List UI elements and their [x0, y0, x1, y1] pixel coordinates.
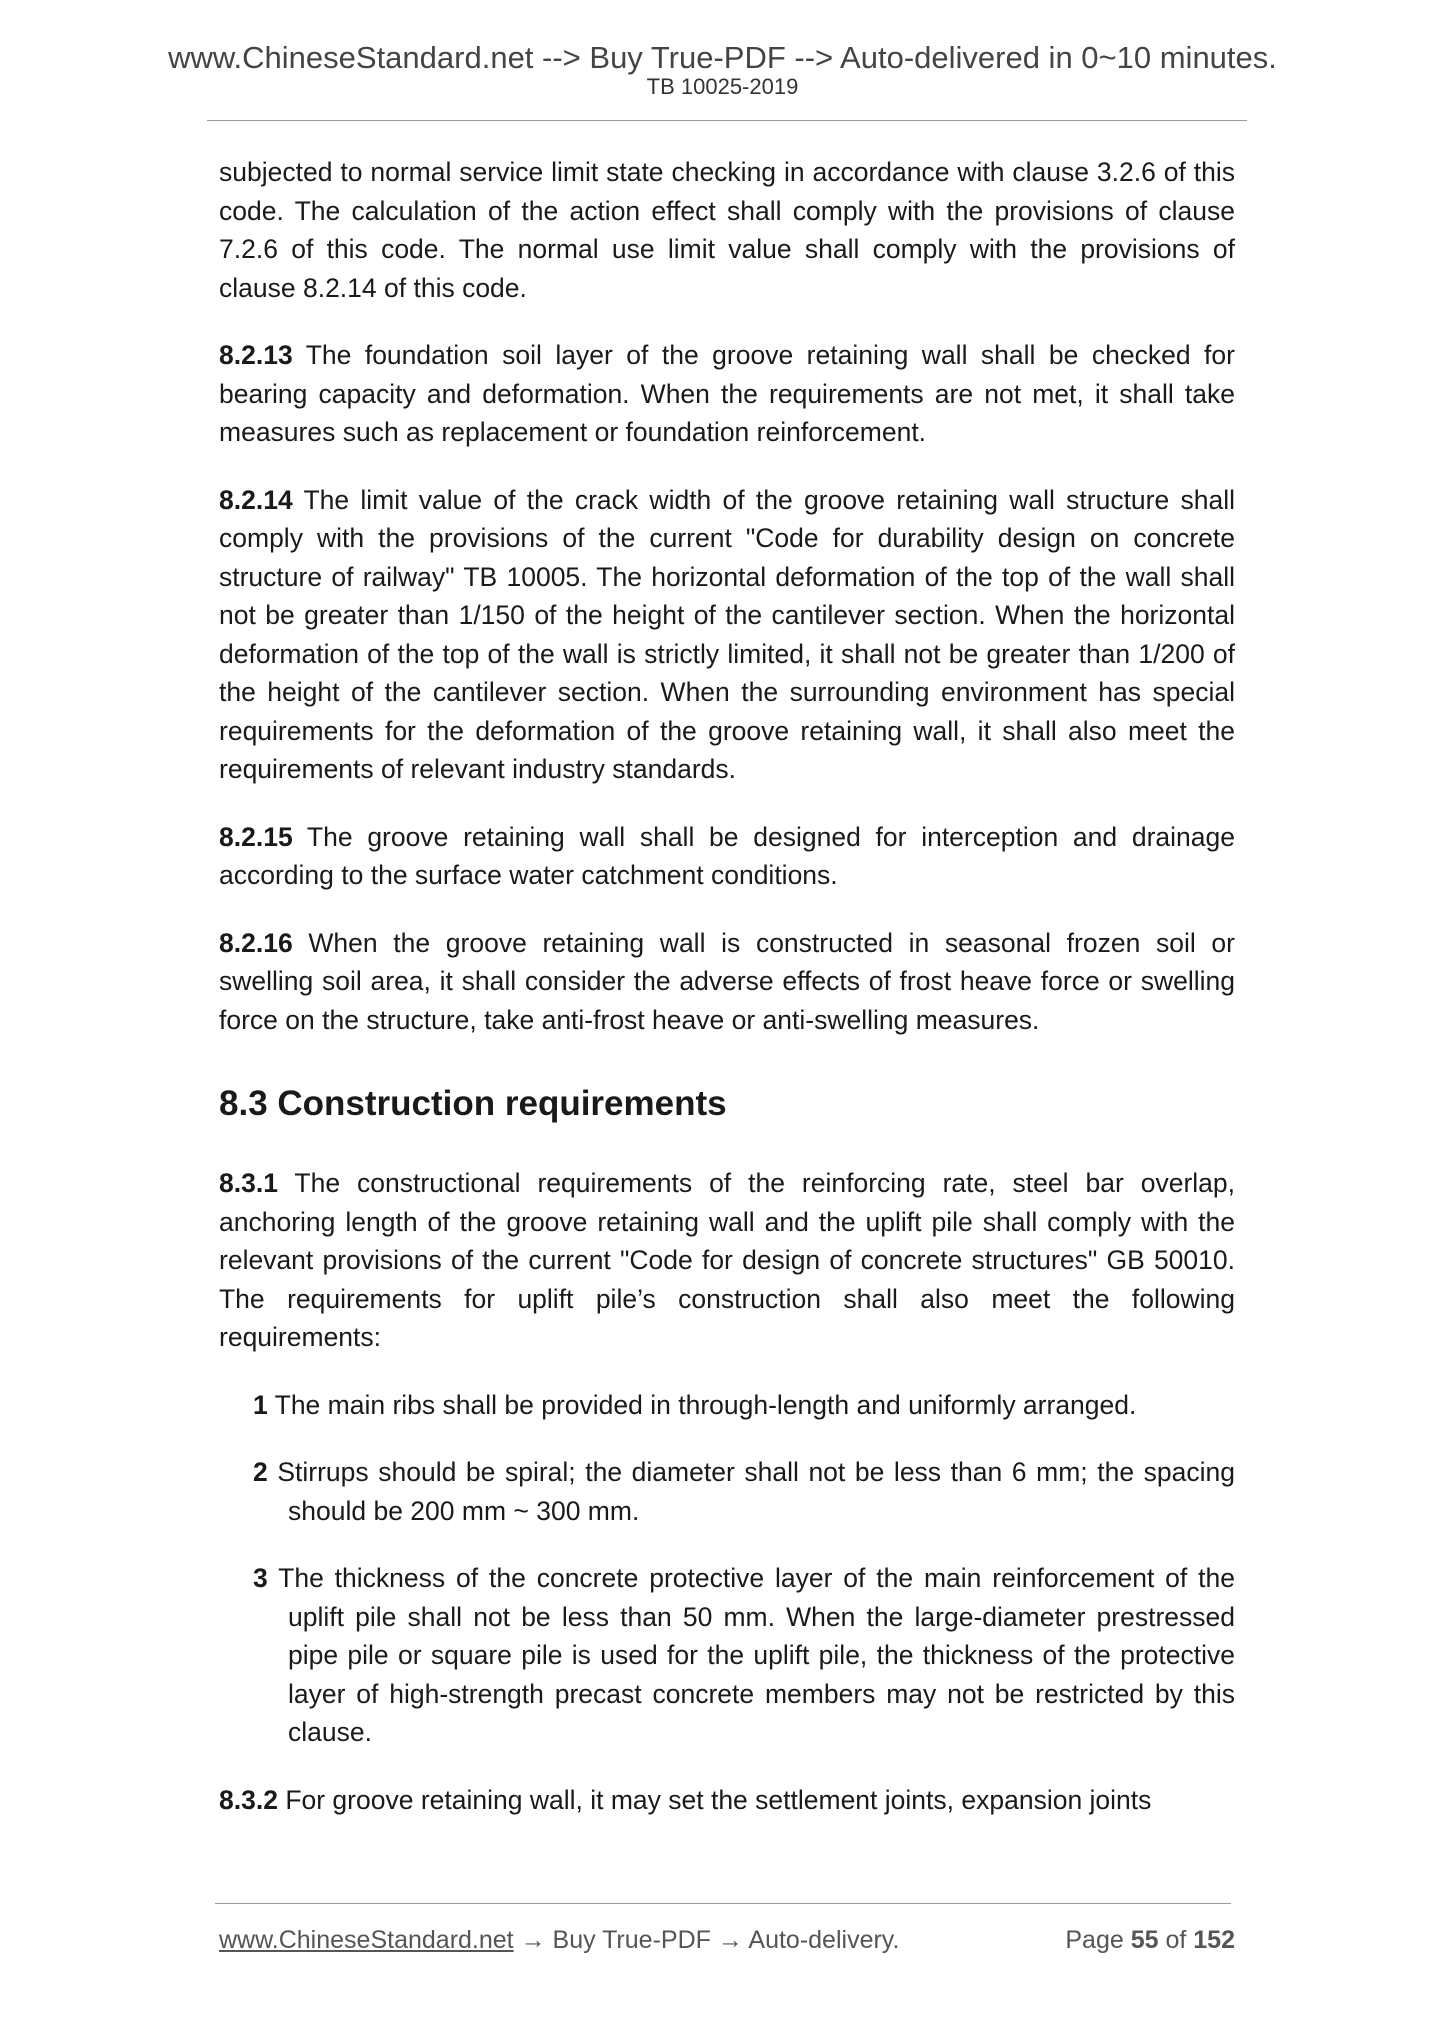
clause-text: The constructional requirements of the reinforcing rate, steel bar overlap, anchoring length of the groove retaining wall and the uplift pile shall comply with the relevant provisions of the current "Code for design of concrete structures" GB 50010. The requirements for uplift pile’s construction shall also meet the following requirements:: [219, 1168, 1235, 1352]
clause-number: 8.2.15: [219, 821, 293, 852]
clause-number: 8.3.2: [219, 1784, 278, 1815]
list-item-number: 1: [253, 1389, 268, 1420]
page-label: Page: [1065, 1926, 1131, 1954]
total-pages: 152: [1193, 1926, 1235, 1954]
clause-8-2-16: [219, 924, 1235, 1040]
clause-text: The groove retaining wall shall be designed for interception and drainage according to the surface water catchment conditions.: [219, 821, 1235, 890]
clause-text: When the groove retaining wall is constructed in seasonal frozen soil or swelling soil area, it shall consider the adverse effects of frost heave force or swelling force on the structure, take anti-frost heave or anti-swelling measures.: [219, 927, 1235, 1035]
top-banner: www.ChineseStandard.net --> Buy True-PDF --> Auto-delivered in 0~10 minutes.: [168, 40, 1277, 75]
of-label: of: [1158, 1926, 1194, 1954]
clause-number: 8.2.14: [219, 484, 293, 515]
page-content: [219, 153, 1235, 1848]
clause-8-2-14: [219, 481, 1235, 789]
clause-number: 8.2.16: [219, 927, 293, 958]
list-item-number: 2: [253, 1457, 268, 1487]
clause-text: The limit value of the crack width of the groove retaining wall structure shall comply with the provisions of the current "Code for durability design on concrete structure of railway" TB 10005. The horizontal deformation of the top of the wall shall not be greater than 1/150 of the height of the cantilever section. When the horizontal deformation of the top of the wall is strictly limited, it shall not be greater than 1/200 of the height of the cantilever section. When the surrounding environment has special requirements for the deformation of the groove retaining wall, it shall also meet the requirements of relevant industry standards.: [219, 484, 1235, 784]
page-indicator: [1065, 1925, 1235, 1955]
list-item: [253, 1559, 1235, 1752]
clause-number: 8.3.1: [219, 1168, 278, 1198]
current-page-number: 55: [1130, 1926, 1159, 1954]
list-item: [253, 1453, 1235, 1530]
document-code: TB 10025-2019: [646, 74, 799, 99]
clause-text: The foundation soil layer of the groove retaining wall shall be checked for bearing capacity and deformation. When the requirements are not met, it shall take measures such as replacement or foundation reinforcement.: [219, 340, 1235, 447]
list-item-text: The thickness of the concrete protective layer of the main reinforcement of the uplift pile shall not be less than 50 mm. When the large-diameter prestressed pipe pile or square pile is used for the uplift pile, the thickness of the protective layer of high-strength precast concrete members may not be restricted by this clause.: [267, 1563, 1235, 1747]
list-item: [253, 1386, 1235, 1425]
list-item-text: Stirrups should be spiral; the diameter shall not be less than 6 mm; the spacing should be 200 mm ~ 300 mm.: [267, 1457, 1235, 1526]
clause-8-2-13: [219, 336, 1235, 452]
clause-8-2-15: [219, 818, 1235, 895]
footer-divider: [215, 1903, 1231, 1904]
footer-promo-text: → Buy True-PDF → Auto-delivery.: [513, 1926, 900, 1954]
clause-text: For groove retaining wall, it may set the settlement joints, expansion joints: [277, 1784, 1152, 1815]
clause-number: 8.2.13: [219, 340, 293, 370]
clause-8-3-1: [219, 1164, 1235, 1357]
list-item-text: The main ribs shall be provided in through-length and uniformly arranged.: [267, 1389, 1137, 1420]
header-divider: [207, 120, 1247, 121]
clause-8-3-2: [219, 1781, 1235, 1820]
section-heading-8-3: 8.3 Construction requirements: [219, 1084, 727, 1123]
footer-promo: [219, 1925, 899, 1955]
list-item-number: 3: [253, 1563, 268, 1593]
paragraph-continuation: subjected to normal service limit state checking in accordance with clause 3.2.6 of this code. The calculation of the action effect shall comply with the provisions of clause 7.2.6 of this code. The normal use limit value shall comply with the provisions of clause 8.2.14 of this code.: [219, 157, 1235, 303]
footer-site-link[interactable]: www.ChineseStandard.net: [219, 1926, 514, 1954]
